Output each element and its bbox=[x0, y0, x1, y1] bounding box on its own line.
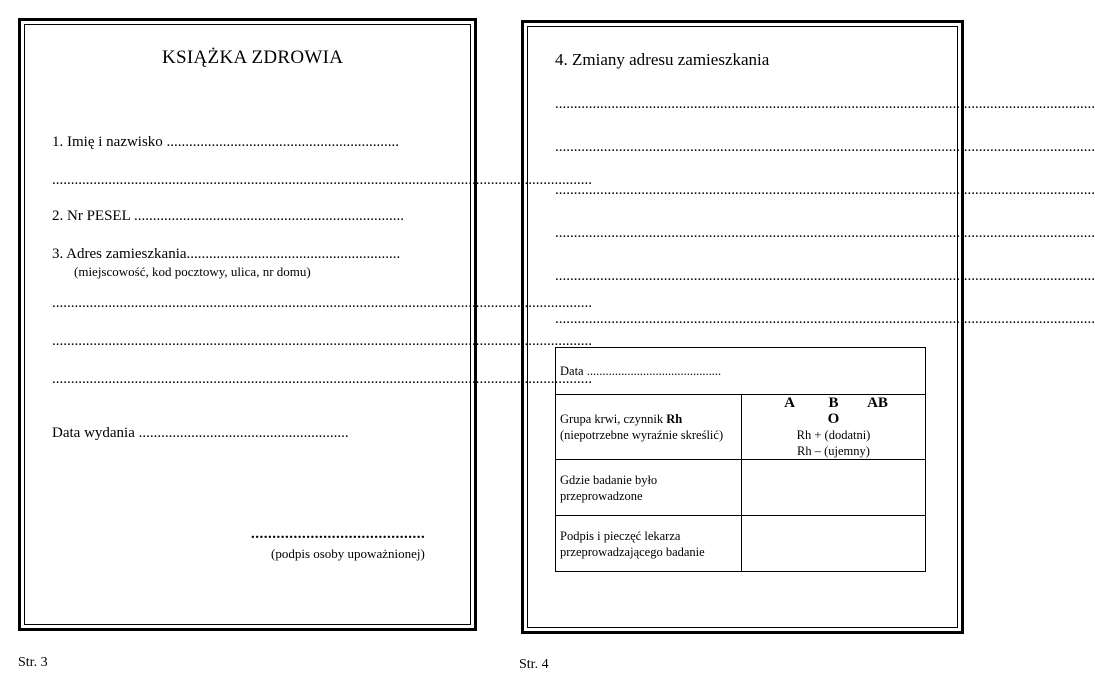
exam-place-value-cell bbox=[742, 460, 926, 516]
address-change-line-6: ................................................................................................................................................ bbox=[555, 311, 1095, 327]
address-changes-heading: 4. Zmiany adresu zamieszkania bbox=[555, 50, 770, 69]
exam-place-label-line-2: przeprowadzone bbox=[560, 488, 643, 503]
name-field-extra-line: ................................................................................................................................................ bbox=[52, 172, 592, 188]
blood-group-ab: AB bbox=[867, 395, 888, 411]
rh-negative: Rh – (ujemny) bbox=[797, 444, 870, 458]
document-title: KSIĄŻKA ZDROWIA bbox=[162, 47, 344, 68]
blood-group-hint: (niepotrzebne wyraźnie skreślić) bbox=[560, 428, 724, 442]
name-field: 1. Imię i nazwisko .............................................................. bbox=[52, 134, 400, 150]
pesel-field: 2. Nr PESEL ........................................................................ bbox=[52, 208, 404, 224]
date-row bbox=[556, 348, 926, 395]
doctor-signature-row bbox=[556, 516, 926, 572]
page-number-4: Str. 4 bbox=[519, 657, 549, 672]
address-change-line-1: ................................................................................................................................................ bbox=[555, 96, 1095, 112]
blood-group-label-cell bbox=[556, 395, 742, 460]
blood-group-label: Grupa krwi, czynnik bbox=[560, 412, 667, 426]
address-change-line-5: ................................................................................................................................................ bbox=[555, 268, 1095, 284]
address-line-3: ................................................................................................................................................ bbox=[52, 371, 592, 387]
exam-table bbox=[555, 347, 926, 572]
exam-place-label-line-1: Gdzie badanie było bbox=[560, 472, 658, 487]
signature-label: (podpis osoby upoważnionej) bbox=[271, 546, 425, 561]
page-number-3: Str. 3 bbox=[18, 655, 48, 670]
signature-dots: ......................................... bbox=[251, 526, 426, 542]
doctor-signature-label-line-1: Podpis i pieczęć lekarza bbox=[560, 528, 681, 543]
doctor-signature-label-cell bbox=[556, 516, 742, 572]
blood-group-b: B bbox=[828, 395, 839, 411]
doctor-signature-value-cell bbox=[742, 516, 926, 572]
address-hint: (miejscowość, kod pocztowy, ulica, nr domu) bbox=[74, 264, 311, 279]
issue-date-field: Data wydania ........................................................ bbox=[52, 425, 349, 441]
blood-group-row bbox=[556, 395, 926, 460]
address-line-2: ................................................................................................................................................ bbox=[52, 333, 592, 349]
rh-positive: Rh + (dodatni) bbox=[796, 428, 871, 442]
address-line-1: ................................................................................................................................................ bbox=[52, 295, 592, 311]
address-change-line-4: ................................................................................................................................................ bbox=[555, 225, 1095, 241]
date-label: Data ........................................... bbox=[560, 364, 722, 378]
address-change-line-2: ................................................................................................................................................ bbox=[555, 139, 1095, 155]
exam-place-row bbox=[556, 460, 926, 516]
blood-group-o: O bbox=[827, 411, 840, 427]
date-cell bbox=[556, 348, 926, 395]
page-str-3 bbox=[18, 18, 592, 631]
doctor-signature-label-line-2: przeprowadzającego badanie bbox=[560, 544, 705, 559]
blood-group-options bbox=[746, 395, 921, 427]
blood-group-a: A bbox=[784, 395, 795, 411]
address-field: 3. Adres zamieszkania......................................................... bbox=[52, 246, 401, 262]
blood-group-options-cell bbox=[742, 395, 926, 460]
rh-label: Rh bbox=[666, 412, 683, 426]
address-change-line-3: ................................................................................................................................................ bbox=[555, 182, 1095, 198]
exam-place-label-cell bbox=[556, 460, 742, 516]
page-str-4 bbox=[521, 20, 1095, 634]
